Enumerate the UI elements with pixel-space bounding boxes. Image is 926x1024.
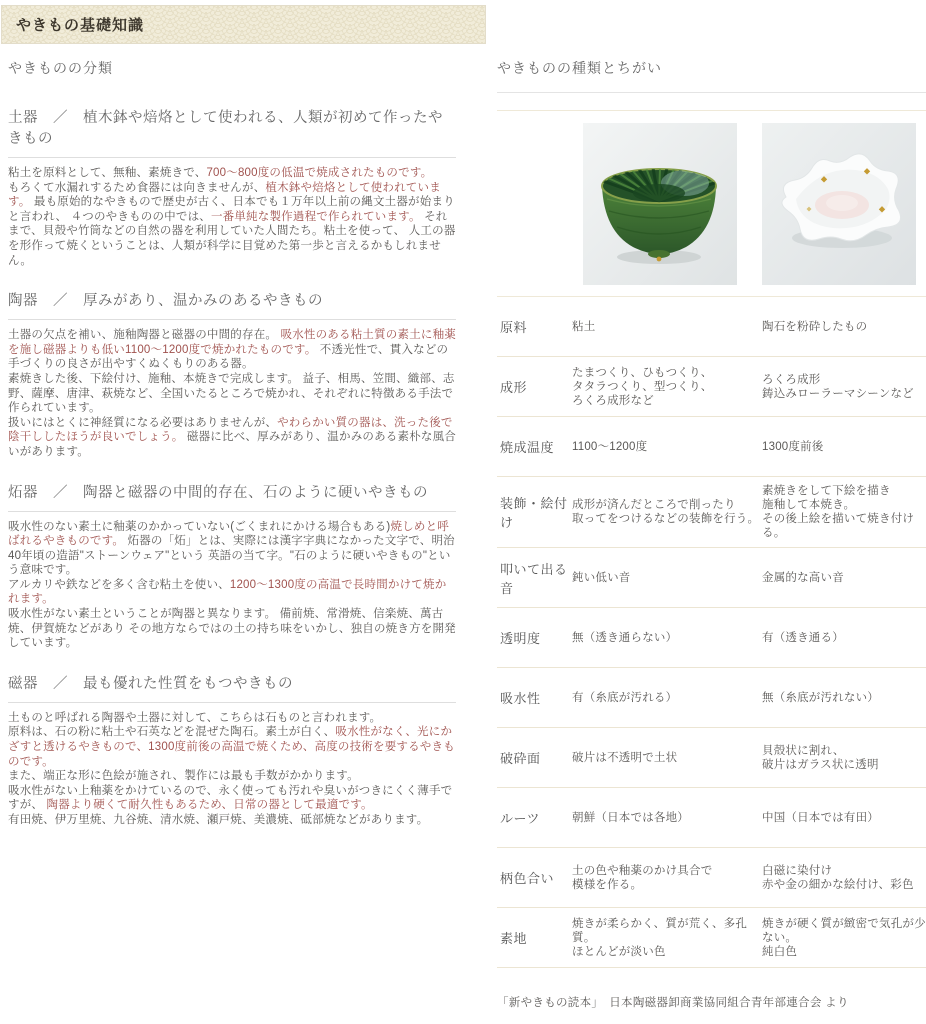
- row-label: 破砕面: [500, 751, 541, 766]
- comparison-table: [497, 296, 926, 968]
- toki-cell: 鈍い低い音: [572, 571, 631, 584]
- body-text: 粘土を原料として、無釉、素焼きで、: [8, 167, 207, 179]
- row-label: 原料: [500, 320, 528, 335]
- jiki-cell: 無（糸底が汚れない）: [762, 691, 879, 704]
- section-heading-rule: [8, 319, 456, 320]
- table-row: [497, 788, 926, 848]
- jiki-cell: 素焼きをして下絵を描き 施釉して本焼き。 その後上絵を描いて焼き付ける。: [762, 485, 915, 539]
- jiki-cell: 有（透き通る）: [762, 631, 844, 644]
- body-text: アルカリや鉄などを多く含む粘土を使い、: [8, 578, 230, 591]
- toki-cell: 粘土: [572, 320, 596, 333]
- classification-title: やきものの分類: [8, 60, 113, 76]
- table-row: [497, 477, 926, 548]
- classification-sections: [8, 106, 456, 828]
- body-text: 原料は、石の粉に粘土や石英などを混ぜた陶石。素土が白く、: [8, 726, 336, 739]
- jiki-cell: 白磁に染付け 赤や金の細かな絵付け、彩色: [762, 864, 914, 891]
- table-row: [497, 357, 926, 417]
- body-text: 土ものと呼ばれる陶器や土器に対して、こちらは石ものと言われます。: [8, 711, 382, 724]
- toki-cell: 焼きが柔らかく、質が荒く、多孔質。 ほとんどが淡い色: [572, 917, 748, 958]
- table-row: [497, 297, 926, 357]
- section-paragraph: [8, 166, 456, 268]
- types-difference-title: やきものの種類とちがい: [497, 60, 662, 76]
- toki-cell: 1100～1200度: [572, 440, 648, 453]
- body-text: 素焼きした後、下絵付け、施釉、本焼きで完成します。 益子、相馬、笠間、織部、志野、薩摩、唐津、萩焼など、全国いたるところで焼かれ、それぞれに特徴ある手法で作られています。: [8, 372, 455, 415]
- emphasis-text: 陶器より硬くて耐久性もあるため、日常の器として最適です。: [46, 799, 373, 812]
- row-label: 透明度: [500, 631, 541, 646]
- section-heading-rule: [8, 157, 456, 158]
- body-text: もろくて水漏れするため食器には向きませんが、: [8, 181, 266, 194]
- table-top-divider: [497, 110, 926, 111]
- page-title: やきもの基礎知識: [16, 17, 145, 34]
- emphasis-text: 植木鉢や焙烙として使われています。: [8, 181, 441, 209]
- section-paragraph: [8, 328, 456, 459]
- jiki-cell: ろくろ成形 鋳込みローラーマシーンなど: [762, 373, 914, 400]
- table-row: [497, 728, 926, 788]
- section-heading: 陶器 ／ 厚みがあり、温かみのあるやきもの: [8, 293, 323, 310]
- example-photos: [583, 123, 926, 285]
- section-heading: 土器 ／ 植木鉢や焙烙として使われる、人類が初めて作ったやきもの: [8, 110, 443, 147]
- table-row: [497, 548, 926, 608]
- green-oribe-bowl-photo: [583, 123, 737, 285]
- section-heading: 炻器 ／ 陶器と磁器の中間的存在、石のように硬いやきもの: [8, 484, 428, 501]
- emphasis-text: 1200～1300度の高温で長時間かけて焼かれます。: [8, 578, 447, 606]
- table-row: [497, 668, 926, 728]
- section-heading-rule: [8, 702, 456, 703]
- toki-cell: 無（透き通らない）: [572, 631, 678, 644]
- table-row: [497, 608, 926, 668]
- jiki-cell: 1300度前後: [762, 440, 824, 453]
- table-row: [497, 908, 926, 968]
- body-text: 吸水性がない上釉薬をかけているので、永く使っても汚れや臭いがつきにくく薄手ですが、: [8, 784, 453, 812]
- types-difference-column: [497, 58, 926, 1010]
- body-text: 炻器の「炻」とは、実際には漢字字典になかった文字で、明治40年頃の造語"ストーンウェア"という 英語の当て字。"石のように硬いやきもの"という意味です。: [8, 535, 455, 577]
- row-label: ルーツ: [500, 811, 540, 826]
- body-text: それまで、貝殻や竹筒などの自然の器を利用していた人間たち。粘土を使って、 人工の器を形作って焼くということは、人類が科学に目覚めた第一歩と言えるかもしれません。: [8, 210, 456, 267]
- toki-cell: たまつくり、ひもつくり、 タタラつくり、型つくり、 ろくろ成形など: [572, 366, 713, 407]
- section-heading: 磁器 ／ 最も優れた性質をもつやきもの: [8, 675, 293, 692]
- body-text: 不透光性で、貫入などの手づくりの良さが出やすくぬくもりのある器。: [8, 343, 449, 371]
- body-text: 吸水性のない素土に釉薬のかかっていない(ごくまれにかける場合もある): [8, 520, 391, 533]
- body-text: 扱いにはとくに神経質になる必要はありませんが、: [8, 416, 278, 429]
- emphasis-text: 吸水性のある粘土質の素土に釉薬を施し磁器よりも低い1100～1200度で焼かれたものです。: [8, 329, 456, 356]
- jiki-cell: 中国（日本では有田）: [762, 811, 879, 824]
- table-row: [497, 848, 926, 908]
- body-text: 吸水性がない素土ということが陶器と異なります。 備前焼、常滑焼、信楽焼、萬古焼、伊賀焼などがあり その地方ならではの土の持ち味をいかし、独自の焼き方を開発しています。: [8, 608, 456, 650]
- row-label: 吸水性: [500, 691, 541, 706]
- section-paragraph: [8, 711, 456, 828]
- body-text: 土器の欠点を補い、施釉陶器と磁器の中間的存在。: [8, 329, 281, 342]
- toki-cell: 成形が済んだところで削ったり 取ってをつけるなどの装飾を行う。: [572, 499, 760, 525]
- row-label: 叩いて出る音: [500, 561, 568, 596]
- section-paragraph: [8, 520, 456, 651]
- section-jiki: [8, 672, 456, 828]
- section-toki: [8, 289, 456, 459]
- toki-cell: 朝鮮（日本では各地）: [572, 811, 689, 824]
- section-sekki: [8, 481, 456, 651]
- title-divider: [497, 92, 926, 93]
- jiki-cell: 貝殻状に割れ、 破片はガラス状に透明: [762, 744, 879, 771]
- emphasis-text: 一番単純な製作過程で作られています。: [210, 210, 421, 223]
- body-text: 最も原始的なやきもので歴史が古く、日本でも１万年以上前の縄文土器が始まりと言われ、 ４つのやきものの中では、: [8, 196, 455, 223]
- emphasis-text: 焼しめと呼ばれるやきものです。: [8, 520, 449, 548]
- emphasis-text: やわらかい質の器は、洗った後で陰干ししたほうが良いでしょう。: [8, 416, 453, 444]
- emphasis-text: 吸水性がなく、光にかざすと透けるやきもので、1300度前後の高温で焼くため、高度の技術を要するやきものです。: [8, 726, 455, 768]
- body-text: また、端正な形に色絵が施され、製作には最も手数がかかります。: [8, 770, 359, 783]
- body-text: 有田焼、伊万里焼、九谷焼、清水焼、瀬戸焼、美濃焼、砥部焼などがあります。: [8, 814, 429, 826]
- page-header-banner: [1, 5, 486, 44]
- table-row: [497, 417, 926, 477]
- section-heading-rule: [8, 511, 456, 512]
- row-label: 焼成温度: [500, 440, 555, 455]
- emphasis-text: 700～800度の低温で焼成されたものです。: [206, 167, 433, 179]
- row-label: 柄色合い: [500, 871, 555, 886]
- section-doki: [8, 106, 456, 268]
- toki-cell: 有（糸底が汚れる）: [572, 691, 678, 704]
- white-porcelain-dish-photo: [762, 123, 916, 285]
- row-label: 素地: [500, 931, 528, 946]
- classification-column: [8, 58, 456, 828]
- source-citation: 「新やきもの読本」 日本陶磁器卸商業協同組合青年部連合会 より: [497, 997, 849, 1009]
- jiki-cell: 金属的な高い音: [762, 571, 844, 584]
- jiki-cell: 陶石を粉砕したもの: [762, 320, 868, 333]
- row-label: 装飾・絵付け: [500, 496, 568, 530]
- row-label: 成形: [500, 380, 528, 395]
- toki-cell: 土の色や釉薬のかけ具合で 模様を作る。: [572, 864, 713, 891]
- jiki-cell: 焼きが硬く質が緻密で気孔が少ない。 純白色: [762, 917, 926, 958]
- body-text: 磁器に比べ、厚みがあり、温かみのある素朴な風合いがあります。: [8, 431, 456, 458]
- toki-cell: 破片は不透明で土状: [572, 751, 678, 764]
